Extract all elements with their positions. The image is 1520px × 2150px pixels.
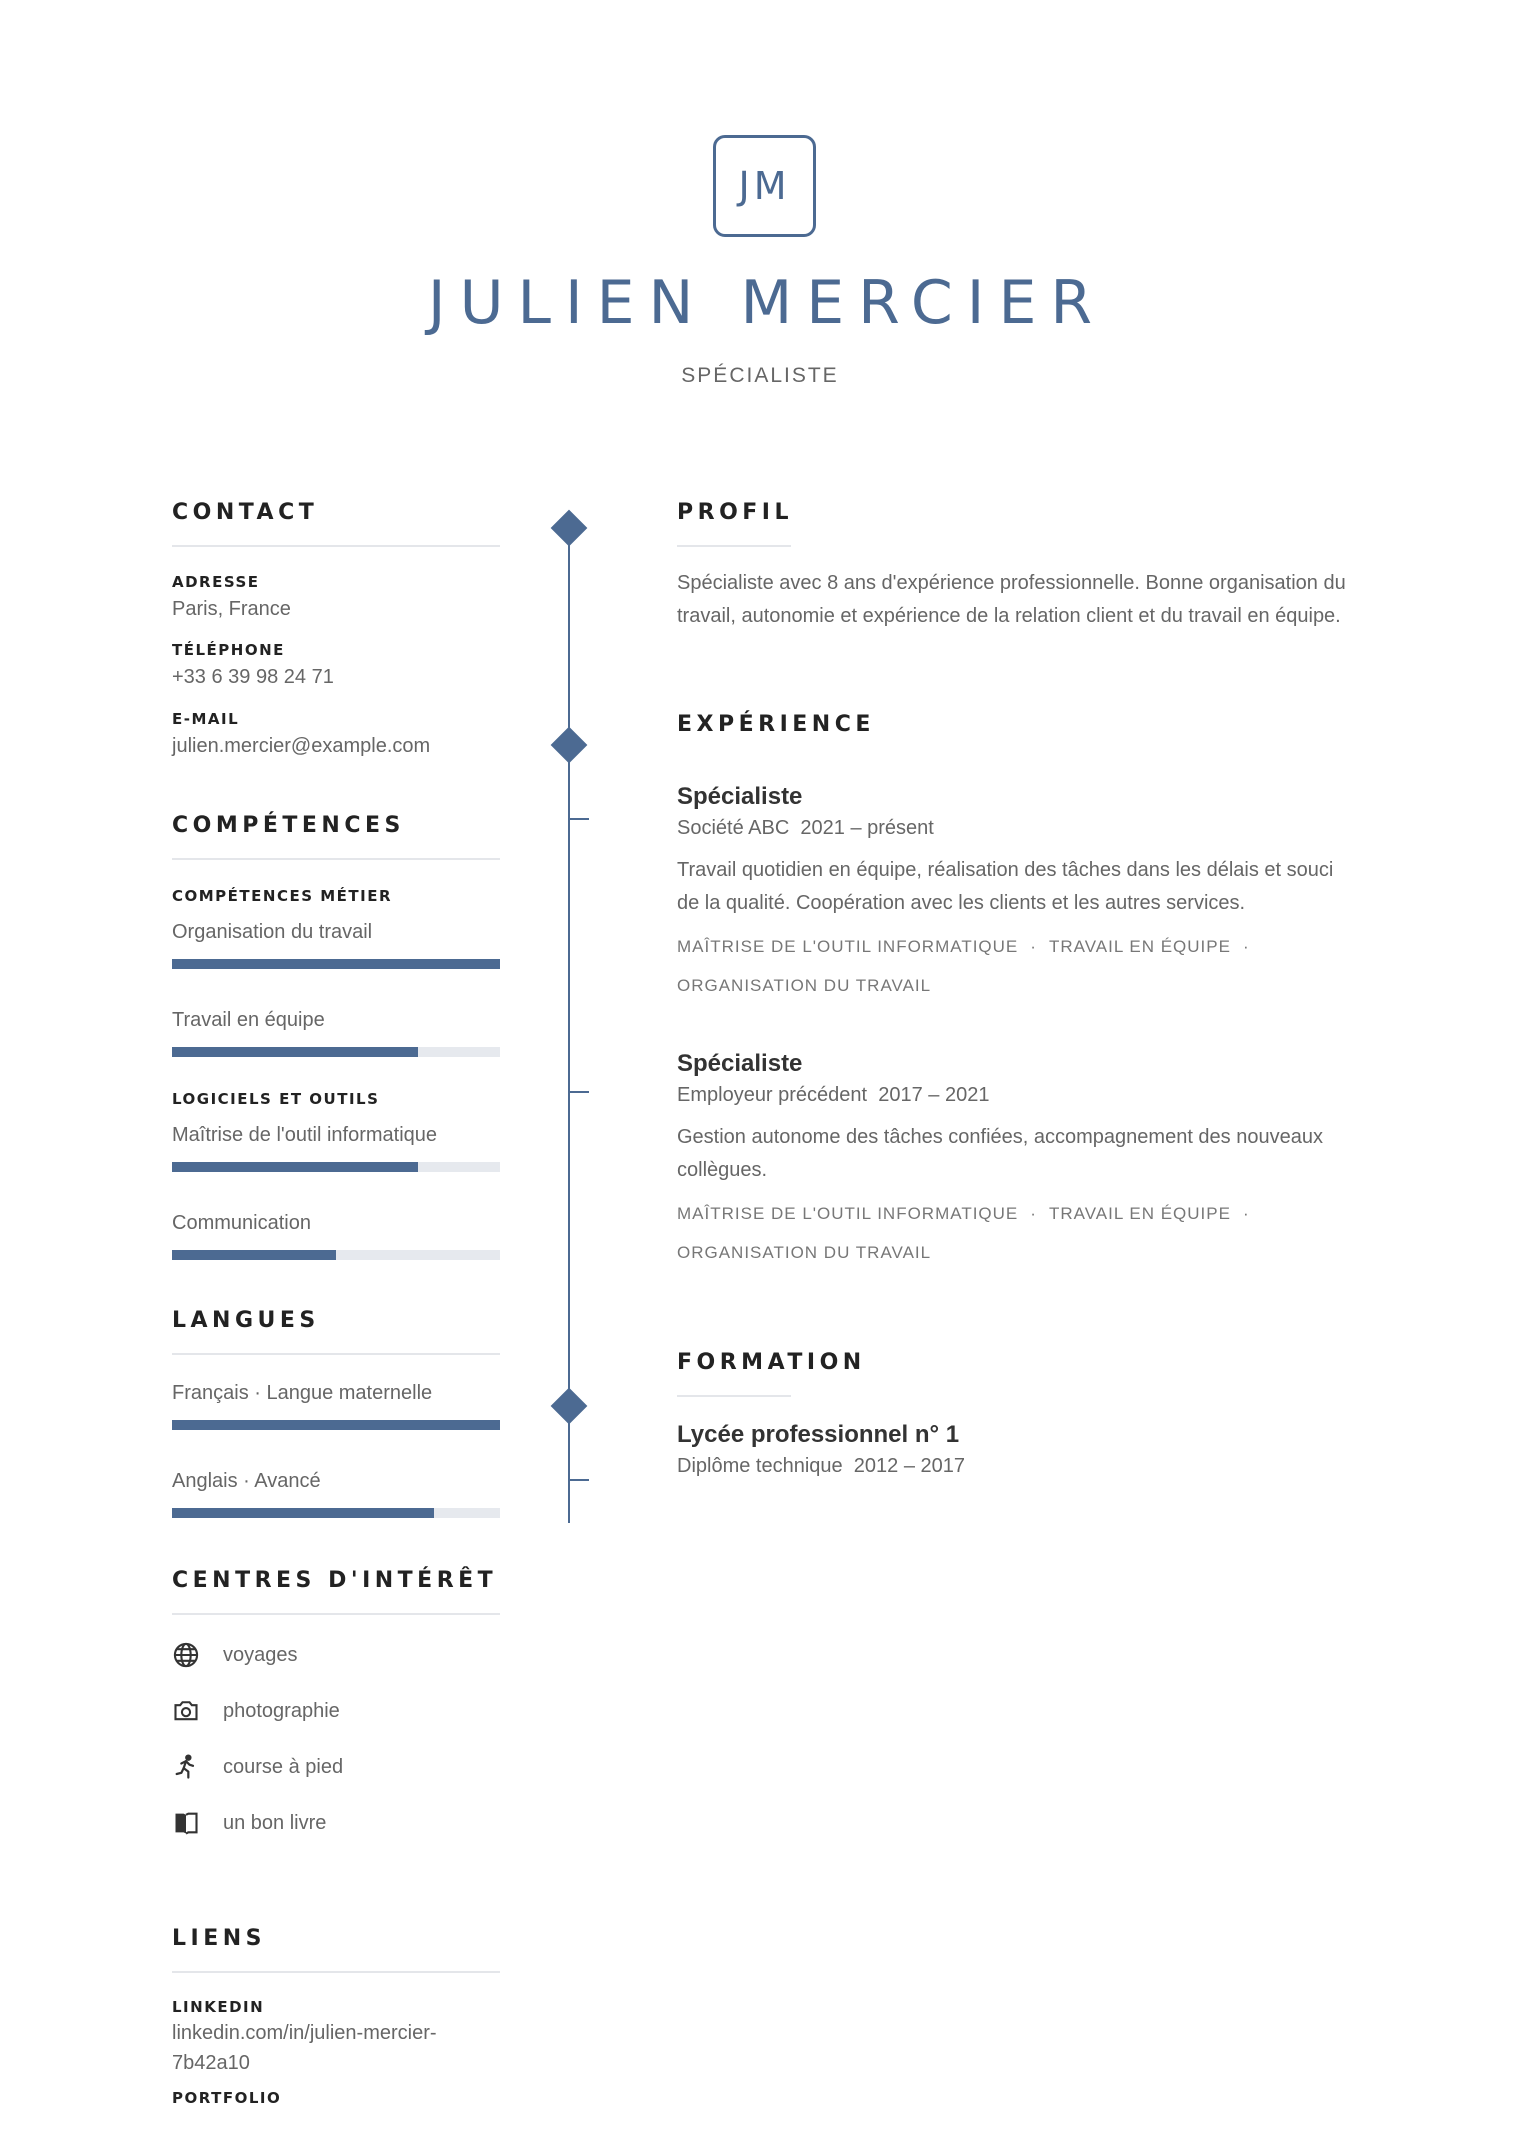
languages-section (172, 1308, 500, 1518)
section-title: LANGUES (172, 1308, 320, 1333)
tag: MAÎTRISE DE L'OUTIL INFORMATIQUE (677, 937, 1019, 956)
interests-list (172, 1627, 500, 1851)
book-icon (172, 1809, 200, 1837)
divider (172, 1613, 500, 1615)
skill-bar-fill (172, 1250, 336, 1260)
experience-section (677, 712, 1357, 1272)
tag: ORGANISATION DU TRAVAIL (677, 976, 932, 995)
linkedin-link[interactable] (172, 2018, 500, 2078)
language-name: Anglais · Avancé (172, 1470, 321, 1492)
linkedin-url-line[interactable]: 7b42a10 (172, 2052, 250, 2074)
skill-name: Maîtrise de l'outil informatique (172, 1124, 438, 1146)
phone-value: +33 6 39 98 24 71 (172, 666, 334, 688)
email-value: julien.mercier@example.com (172, 735, 431, 757)
skill-name: Communication (172, 1212, 311, 1234)
address-value: Paris, France (172, 598, 291, 620)
section-title: EXPÉRIENCE (677, 712, 875, 737)
skill-name: Travail en équipe (172, 1009, 325, 1031)
timeline-line (568, 525, 570, 1523)
education-meta (677, 1455, 1357, 1478)
tag: ORGANISATION DU TRAVAIL (677, 1243, 932, 1262)
contact-section (172, 500, 500, 761)
monogram: JM (713, 135, 816, 237)
job-entry (677, 1050, 1357, 1272)
interest-label: photographie (223, 1699, 340, 1722)
linkedin-label: LINKEDIN (172, 1998, 265, 2016)
divider (677, 545, 791, 547)
left-column (172, 500, 500, 2107)
language-bar (172, 1420, 500, 1430)
timeline-diamond-formation (551, 1388, 588, 1425)
interest-label: voyages (223, 1643, 298, 1666)
language-bar-fill (172, 1420, 500, 1430)
job-title: Spécialiste (677, 1050, 803, 1077)
job-entry (677, 783, 1357, 1005)
job-title: Spécialiste (677, 783, 803, 810)
language-name: Français · Langue maternelle (172, 1382, 433, 1404)
divider (172, 545, 500, 547)
right-column (677, 500, 1357, 1478)
phone-label: TÉLÉPHONE (172, 641, 285, 659)
section-title: PROFIL (677, 500, 793, 525)
job-title: SPÉCIALISTE (681, 364, 839, 387)
skill-group-label: COMPÉTENCES MÉTIER (172, 887, 393, 905)
interest-item (172, 1739, 500, 1795)
timeline-diamond-profil (551, 510, 588, 547)
divider (172, 1353, 500, 1355)
interest-label: course à pied (223, 1755, 344, 1778)
language-bar-fill (172, 1508, 434, 1518)
address-label: ADRESSE (172, 573, 260, 591)
tag: TRAVAIL EN ÉQUIPE (1048, 1204, 1231, 1223)
interest-item (172, 1627, 500, 1683)
skill-bar-fill (172, 1162, 418, 1172)
job-description: Gestion autonome des tâches confiées, accompagnement des nouveaux collègues. (677, 1126, 1323, 1181)
school-name: Lycée professionnel n° 1 (677, 1421, 960, 1448)
skill-bar-fill (172, 959, 500, 969)
interests-section (172, 1568, 500, 1851)
section-title: COMPÉTENCES (172, 813, 405, 838)
running-icon (172, 1753, 200, 1781)
job-period: 2021 – présent (800, 817, 934, 839)
candidate-name: JULIEN MERCIER (427, 268, 1107, 338)
interest-item (172, 1683, 500, 1739)
skill-bar (172, 1250, 500, 1260)
timeline-tick (569, 1091, 589, 1093)
job-meta (677, 1084, 1357, 1107)
interest-label: un bon livre (223, 1811, 327, 1834)
job-tags: MAÎTRISE DE L'OUTIL INFORMATIQUE · TRAVAIL EN ÉQUIPE · ORGANISATION DU TRAVAIL (677, 1204, 1250, 1262)
portfolio-label: PORTFOLIO (172, 2089, 282, 2107)
education-period: 2012 – 2017 (853, 1455, 966, 1477)
skill-group-label: LOGICIELS ET OUTILS (172, 1090, 380, 1108)
section-title: CENTRES D'INTÉRÊT (172, 1568, 498, 1593)
skills-section (172, 813, 500, 1260)
education-entry (677, 1421, 1357, 1478)
globe-icon (172, 1641, 200, 1669)
section-title: CONTACT (172, 500, 319, 525)
skill-bar-fill (172, 1047, 418, 1057)
timeline-tick (569, 1479, 589, 1481)
camera-icon (172, 1697, 200, 1725)
skill-bar (172, 1047, 500, 1057)
divider (677, 1395, 791, 1397)
linkedin-url-line[interactable]: linkedin.com/in/julien-mercier- (172, 2022, 437, 2044)
email-label: E-MAIL (172, 710, 240, 728)
section-title: LIENS (172, 1926, 266, 1951)
timeline-diamond-experience (551, 727, 588, 764)
job-company: Société ABC (677, 817, 790, 839)
job-description: Travail quotidien en équipe, réalisation des tâches dans les délais et souci de la qualité. Coopération avec les clients et les autres services. (677, 859, 1334, 914)
tag: MAÎTRISE DE L'OUTIL INFORMATIQUE (677, 1204, 1019, 1223)
language-bar (172, 1508, 500, 1518)
job-meta (677, 817, 1357, 840)
job-company: Employeur précédent (677, 1084, 868, 1106)
profile-text: Spécialiste avec 8 ans d'expérience professionnelle. Bonne organisation du travail, autonomie et expérience de la relation client et du travail en équipe. (677, 572, 1346, 627)
links-section (172, 1926, 500, 2107)
interest-item (172, 1795, 500, 1851)
skill-bar (172, 1162, 500, 1172)
job-period: 2017 – 2021 (878, 1084, 990, 1106)
education-section (677, 1350, 1357, 1478)
divider (172, 1971, 500, 1973)
section-title: FORMATION (677, 1350, 866, 1375)
divider (172, 858, 500, 860)
degree: Diplôme technique (677, 1455, 843, 1477)
timeline-tick (569, 818, 589, 820)
job-tags: MAÎTRISE DE L'OUTIL INFORMATIQUE · TRAVAIL EN ÉQUIPE · ORGANISATION DU TRAVAIL (677, 937, 1250, 995)
skill-bar (172, 959, 500, 969)
profile-section (677, 500, 1357, 633)
tag: TRAVAIL EN ÉQUIPE (1048, 937, 1231, 956)
skill-name: Organisation du travail (172, 921, 373, 943)
